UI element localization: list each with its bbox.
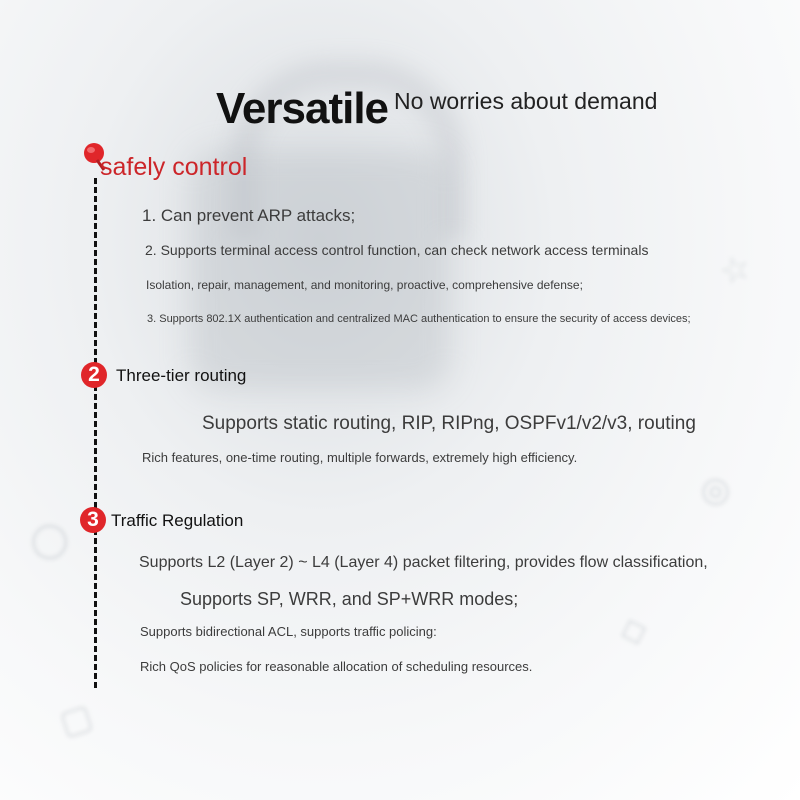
section-number-badge: 3 [80, 507, 106, 533]
title-subtitle: No worries about demand [394, 88, 658, 114]
feature-line: 1. Can prevent ARP attacks; [142, 206, 356, 225]
feature-line: Supports L2 (Layer 2) ~ L4 (Layer 4) packet filtering, provides flow classification, [139, 554, 708, 571]
feature-line: Supports SP, WRR, and SP+WRR modes; [180, 589, 519, 609]
feature-line: Rich QoS policies for reasonable allocation of scheduling resources. [140, 659, 533, 674]
background-glyph: ▢ [54, 696, 98, 744]
background-glyph: ☆ [714, 246, 756, 294]
timeline-dashed-line [94, 178, 97, 688]
feature-line: Supports static routing, RIP, RIPng, OSPFv1/v2/v3, routing [202, 413, 696, 434]
section-heading-traffic-regulation: Traffic Regulation [111, 511, 244, 530]
section-number-badge: 2 [81, 362, 107, 388]
feature-line: Supports bidirectional ACL, supports traffic policing: [140, 624, 437, 639]
background-lock-body [190, 150, 450, 390]
feature-line: 3. Supports 802.1X authentication and centralized MAC authentication to ensure the security of access devices; [147, 313, 691, 325]
section-heading-three-tier-routing: Three-tier routing [116, 366, 247, 385]
feature-line: Isolation, repair, management, and monitoring, proactive, comprehensive defense; [146, 278, 583, 292]
background-glyph: ◇ [614, 606, 652, 654]
section-heading-safely-control: safely control [100, 153, 248, 181]
title-main: Versatile [216, 84, 389, 133]
feature-line: 2. Supports terminal access control function, can check network access terminals [145, 242, 649, 258]
page-title [216, 84, 657, 134]
background-glyph: ◯ [24, 515, 74, 565]
background-glyph: ◎ [694, 466, 736, 514]
feature-line: Rich features, one-time routing, multiple forwards, extremely high efficiency. [142, 450, 578, 465]
